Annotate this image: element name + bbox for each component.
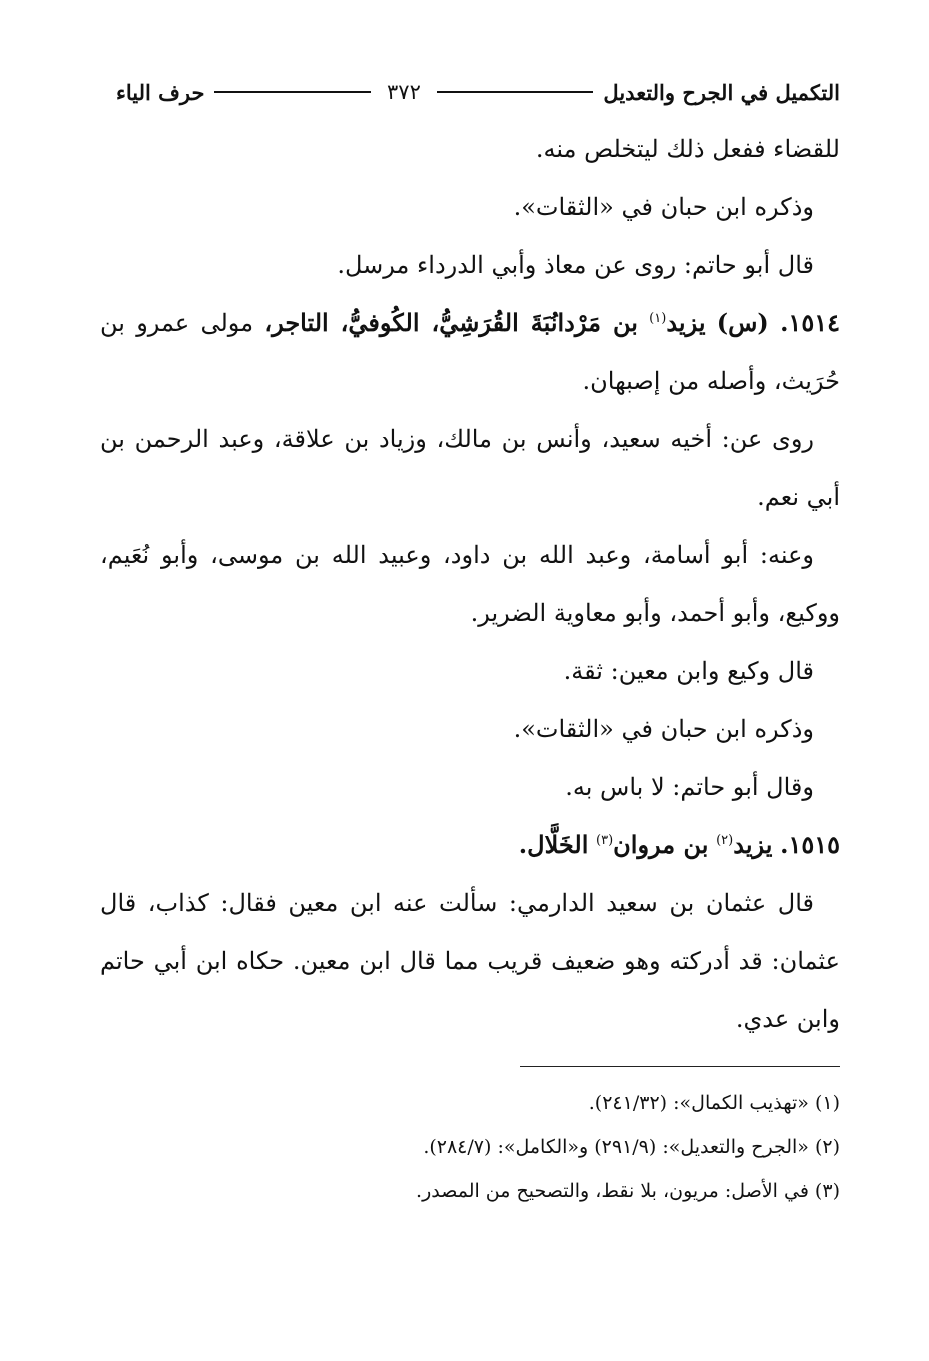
footnote-2: (٢) «الجرح والتعديل»: (٢٩١/٩) و«الكامل»: (٢٨٤/٧).	[423, 1136, 840, 1158]
header-dash	[437, 91, 594, 93]
paragraph: روى عن: أخيه سعيد، وأنس بن مالك، وزياد بن علاقة، وعبد الرحمن بن أبي نعم.	[100, 425, 840, 511]
section-title: حرف الياء	[115, 79, 205, 105]
entry-name-father: بن مروان	[613, 830, 709, 859]
paragraph: للقضاء ففعل ذلك ليتخلص منه.	[535, 135, 840, 163]
paragraph: وذكره ابن حبان في «الثقات».	[513, 193, 814, 221]
entry-1514	[100, 294, 840, 410]
footnote-3: (٣) في الأصل: مريون، بلا نقط، والتصحيح من المصدر.	[416, 1180, 840, 1202]
entry-sigla: (س)	[716, 308, 769, 337]
entry-name-lineage: بن مَرْدانُبَةَ القُرَشِيُّ، الكُوفيُّ، التاجر،	[264, 308, 638, 337]
page-body	[100, 120, 840, 1048]
entry-nisba: الخَلَّال.	[518, 830, 589, 859]
entry-description: مولى عمرو بن حُرَيث، وأصله من إصبهان.	[100, 309, 840, 395]
header-dash	[214, 91, 371, 93]
book-title: التكميل في الجرح والتعديل	[603, 79, 840, 105]
entry-number: ١٥١٤.	[780, 308, 840, 337]
page-number: ٣٧٢	[387, 80, 421, 104]
footnote-ref[interactable]: (٣)	[596, 833, 614, 848]
paragraph: وذكره ابن حبان في «الثقات».	[513, 715, 814, 743]
paragraph: قال أبو حاتم: روى عن معاذ وأبي الدرداء مرسل.	[337, 251, 814, 279]
running-header	[116, 70, 840, 114]
paragraph: وعنه: أبو أسامة، وعبد الله بن داود، وعبيد الله بن موسى، وأبو نُعَيم، ووكيع، وأبو أحمد، وأبو معاوية الضرير.	[100, 541, 840, 627]
book-page	[100, 70, 840, 1213]
footnote-separator	[520, 1066, 840, 1067]
entry-number: ١٥١٥.	[780, 830, 840, 859]
entry-name: يزيد	[666, 308, 706, 337]
paragraph: قال عثمان بن سعيد الدارمي: سألت عنه ابن معين فقال: كذاب، قال عثمان: قد أدركته وهو ضعيف قريب مما قال ابن معين. حكاه ابن أبي حاتم وابن عدي.	[100, 889, 840, 1033]
paragraph: وقال أبو حاتم: لا باس به.	[565, 773, 814, 801]
entry-1515	[100, 816, 840, 874]
footnote-ref[interactable]: (١)	[649, 311, 667, 326]
footnote-ref[interactable]: (٢)	[716, 833, 734, 848]
footnote-1: (١) «تهذيب الكمال»: (٢٤١/٣٢).	[588, 1092, 840, 1114]
entry-name: يزيد	[733, 830, 773, 859]
footnotes	[100, 1081, 840, 1213]
paragraph: قال وكيع وابن معين: ثقة.	[563, 657, 814, 685]
